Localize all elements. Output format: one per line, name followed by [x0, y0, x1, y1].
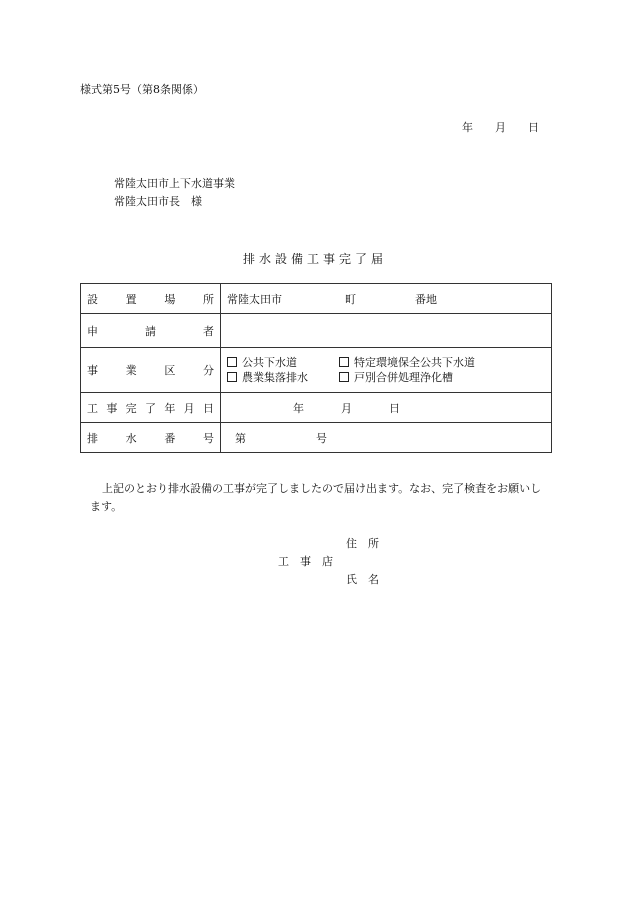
form-number: 様式第5号（第8条関係） — [80, 83, 204, 96]
date-year-label: 年 — [462, 121, 473, 134]
addressee-line-1: 常陸太田市上下水道事業 — [114, 177, 235, 190]
date-day-label: 日 — [528, 121, 539, 134]
signature-name-label: 氏 名 — [346, 573, 379, 586]
date-month-label: 月 — [495, 121, 506, 134]
submission-date — [440, 119, 539, 135]
drain-number-label: 排 水 番 号 — [81, 423, 221, 453]
statement-text: 上記のとおり排水設備の工事が完了しましたので届け出ます。なお、完了検査をお願いします。 — [90, 482, 542, 513]
completion-date-field[interactable] — [221, 393, 552, 423]
table-row-location — [81, 284, 552, 314]
table-row-applicant — [81, 314, 552, 348]
table-row-completion-date — [81, 393, 552, 423]
option-agricultural-drainage[interactable]: 農業集落排水 — [227, 370, 339, 385]
checkbox-icon[interactable] — [227, 357, 237, 367]
category-field — [221, 348, 552, 393]
location-town: 町 — [345, 292, 356, 306]
signature-address-label: 住 所 — [346, 537, 379, 550]
drain-number-suffix: 号 — [316, 431, 327, 445]
drain-number-prefix: 第 — [235, 431, 246, 445]
checkbox-icon[interactable] — [227, 372, 237, 382]
table-row-category — [81, 348, 552, 393]
location-lot: 番地 — [415, 292, 437, 306]
completion-date-label: 工 事 完 了 年 月 日 — [81, 393, 221, 423]
checkbox-icon[interactable] — [339, 357, 349, 367]
applicant-field[interactable] — [221, 314, 552, 348]
completion-year: 年 — [293, 401, 304, 415]
completion-day: 日 — [389, 401, 400, 415]
location-label: 設 置 場 所 — [81, 284, 221, 314]
addressee — [114, 175, 235, 211]
option-public-sewer[interactable]: 公共下水道 — [227, 355, 339, 370]
addressee-line-2: 常陸太田市長 様 — [114, 195, 202, 208]
checkbox-icon[interactable] — [339, 372, 349, 382]
category-label: 事 業 区 分 — [81, 348, 221, 393]
signature-contractor-label: 工 事 店 — [278, 555, 333, 568]
completion-form-table — [80, 283, 552, 453]
applicant-label: 申 請 者 — [81, 314, 221, 348]
completion-month: 月 — [341, 401, 352, 415]
table-row-drain-number — [81, 423, 552, 453]
option-septic-tank[interactable]: 戸別合併処理浄化槽 — [339, 370, 453, 385]
drain-number-field[interactable] — [221, 423, 552, 453]
option-special-env-sewer[interactable]: 特定環境保全公共下水道 — [339, 355, 475, 370]
location-city: 常陸太田市 — [227, 292, 282, 306]
document-title: 排水設備工事完了届 — [242, 252, 387, 266]
location-field[interactable] — [221, 284, 552, 314]
